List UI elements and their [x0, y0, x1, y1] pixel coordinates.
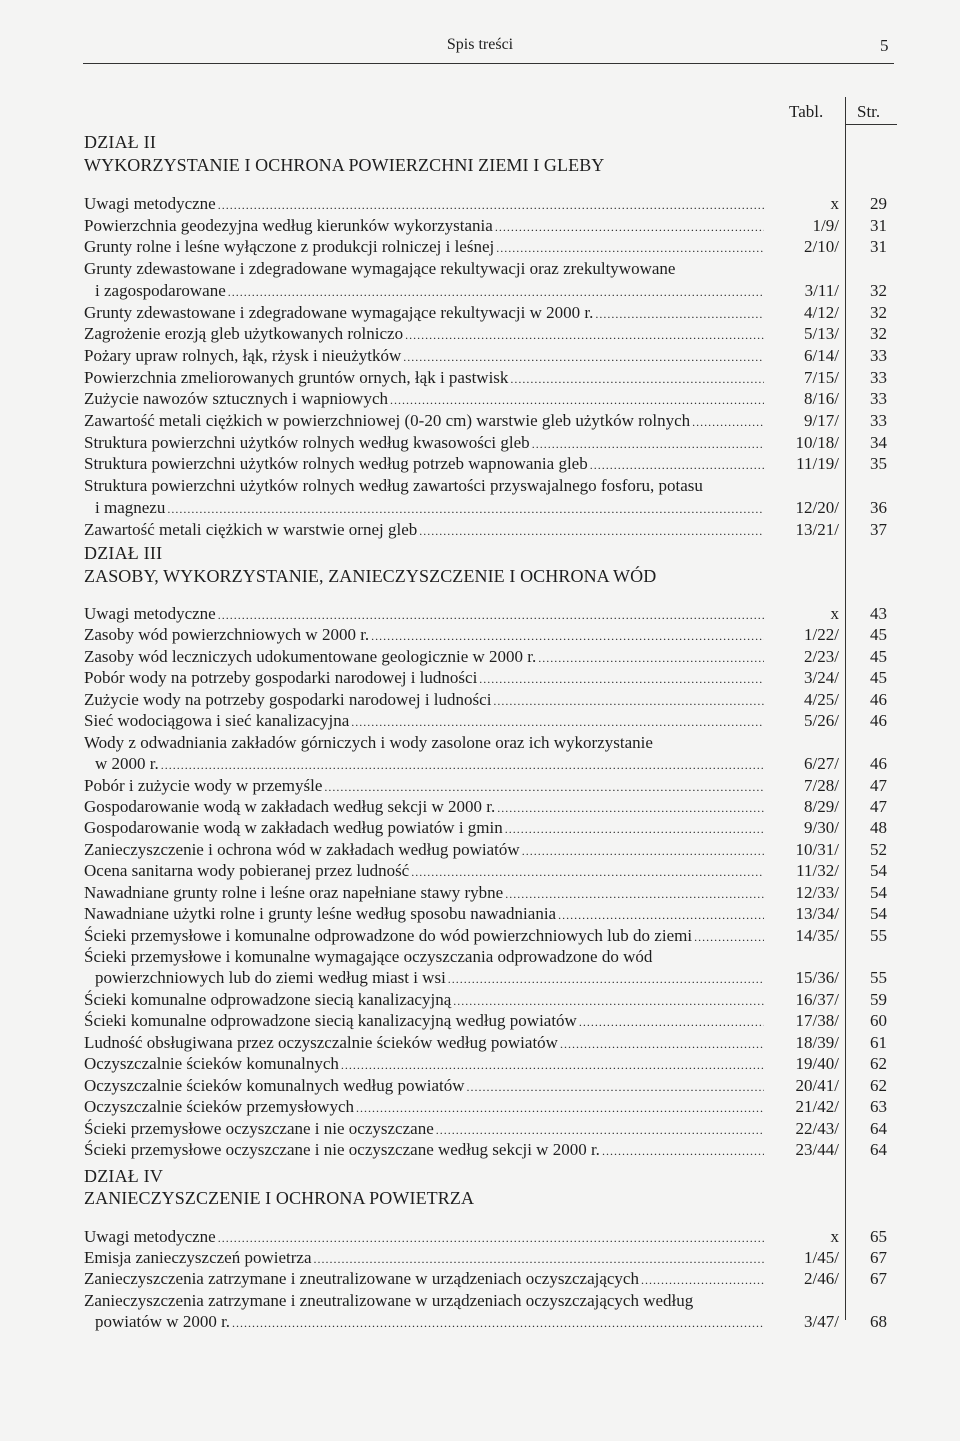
toc-entry[interactable] [0, 410, 960, 432]
table-number: 2/10/ [804, 237, 839, 257]
entry-leader [84, 410, 764, 433]
entry-title: Uwagi metodyczne [84, 1227, 216, 1246]
column-header-table: Tabl. [789, 102, 824, 121]
table-number: 10/18/ [795, 432, 839, 452]
entry-leader [84, 1118, 764, 1141]
entry-leader [84, 388, 764, 411]
entry-leader [84, 903, 764, 926]
table-number: 11/19/ [796, 454, 839, 474]
toc-entry[interactable] [0, 860, 960, 882]
entry-leader [84, 882, 764, 905]
entry-title: Pobór wody na potrzeby gospodarki narodowej i ludności [84, 668, 478, 688]
entry-leader [84, 817, 764, 840]
table-number: 6/14/ [804, 345, 839, 365]
entry-leader [84, 860, 764, 883]
entry-title: w 2000 r. [95, 754, 159, 774]
page-ref: 33 [870, 411, 887, 430]
page-ref: 32 [870, 324, 887, 344]
entry-title: Gospodarowanie wodą w zakładach według sekcji w 2000 r. [84, 796, 496, 816]
toc-entry[interactable] [0, 796, 960, 818]
toc-entry[interactable] [0, 775, 960, 797]
entry-leader [84, 710, 764, 733]
page-ref: 45 [870, 646, 887, 666]
entry-leader [84, 839, 764, 862]
dot-leader [313, 1248, 764, 1270]
dot-leader [510, 368, 764, 390]
page-ref: 59 [870, 989, 887, 1009]
entry-title: Powierzchnia geodezyjna według kierunków wykorzystania [84, 215, 493, 235]
dot-leader [532, 433, 764, 455]
entry-title: Oczyszczalnie ścieków przemysłowych [84, 1097, 354, 1117]
table-number: 6/27/ [804, 754, 839, 774]
toc-entry[interactable] [0, 388, 960, 410]
table-number: 11/32/ [796, 861, 839, 881]
page-ref: 29 [870, 194, 887, 213]
toc-entry[interactable] [0, 1311, 960, 1333]
page-ref: 65 [870, 1227, 887, 1246]
page-ref: 32 [870, 280, 887, 300]
entry-title: powierzchniowych lub do ziemi według miast i wsi [95, 968, 446, 988]
entry-leader [84, 646, 764, 669]
table-number: 4/25/ [804, 689, 839, 709]
entry-title: Struktura powierzchni użytków rolnych według potrzeb wapnowania gleb [84, 454, 588, 474]
table-number: 4/12/ [804, 302, 839, 322]
toc-entry[interactable] [0, 753, 960, 775]
toc-entry[interactable] [0, 1268, 960, 1290]
table-number: 12/33/ [795, 882, 839, 902]
entry-leader [95, 967, 764, 990]
section-title: ZANIECZYSZCZENIE I OCHRONA POWIETRZA [84, 1188, 475, 1208]
entry-leader [84, 1226, 764, 1249]
entry-leader [95, 1311, 764, 1334]
toc-entry[interactable] [0, 519, 960, 541]
entry-leader [84, 367, 764, 390]
entry-leader [84, 925, 764, 948]
dot-leader [356, 1097, 764, 1119]
dot-leader [324, 776, 764, 798]
entry-title: powiatów w 2000 r. [95, 1311, 231, 1331]
toc-entry[interactable] [0, 1075, 960, 1097]
entry-title: Ścieki przemysłowe i komunalne odprowadzone do wód powierzchniowych lub do ziemi [84, 925, 693, 945]
page-ref: 33 [870, 389, 887, 409]
dot-leader [390, 389, 764, 411]
page-ref: 43 [870, 604, 887, 623]
page-ref: 64 [870, 1118, 887, 1138]
entry-title: Ocena sanitarna wody pobieranej przez ludność [84, 861, 410, 881]
table-number: 13/34/ [795, 904, 839, 924]
column-header-page: Str. [857, 102, 881, 121]
dot-leader [590, 454, 764, 476]
page-ref: 45 [870, 625, 887, 645]
table-number: 2/23/ [804, 646, 839, 666]
page-ref: 35 [870, 454, 887, 474]
entry-leader [84, 1053, 764, 1076]
entry-leader [84, 1139, 764, 1162]
table-number: 8/29/ [804, 796, 839, 816]
dot-leader [351, 711, 764, 733]
toc-entry[interactable] [0, 280, 960, 302]
entry-title: Gospodarowanie wodą w zakładach według powiatów i gmin [84, 818, 503, 838]
toc-entry[interactable] [0, 903, 960, 925]
table-number: 17/38/ [795, 1011, 839, 1031]
dot-leader [694, 926, 764, 948]
toc-entry[interactable] [0, 710, 960, 732]
entry-leader [84, 1096, 764, 1119]
header-divider [83, 63, 894, 64]
table-number: 19/40/ [795, 1054, 839, 1074]
entry-title-line: Zanieczyszczenia zatrzymane i zneutralizowane w urządzeniach oczyszczających według [84, 1290, 694, 1310]
toc-entry[interactable] [0, 1226, 960, 1248]
entry-title: Ścieki przemysłowe oczyszczane i nie oczyszczane według sekcji w 2000 r. [84, 1140, 600, 1159]
page-ref: 34 [870, 432, 887, 452]
dot-leader [579, 1011, 764, 1033]
table-number: 12/20/ [795, 497, 839, 517]
dot-leader [495, 216, 764, 238]
entry-title: Zużycie nawozów sztucznych i wapniowych [84, 389, 388, 409]
page-ref: 55 [870, 968, 887, 988]
entry-title: Zanieczyszczenia zatrzymane i zneutralizowane w urządzeniach oczyszczających [84, 1269, 639, 1289]
table-number: 3/11/ [804, 280, 839, 300]
toc-entry[interactable] [0, 1096, 960, 1118]
dot-leader [371, 625, 764, 647]
dot-leader [602, 1140, 764, 1162]
page-ref: 47 [870, 775, 887, 795]
dot-leader [436, 1119, 764, 1141]
dot-leader [467, 1076, 765, 1098]
entry-leader [84, 1268, 764, 1291]
entry-leader [84, 1075, 764, 1098]
page-ref: 64 [870, 1140, 887, 1159]
entry-leader [84, 1010, 764, 1033]
toc-entry[interactable] [0, 1053, 960, 1075]
page-ref: 31 [870, 237, 887, 257]
table-number: 1/22/ [804, 625, 839, 645]
table-number: 1/9/ [812, 215, 839, 235]
page-ref: 54 [870, 861, 887, 881]
entry-title: Struktura powierzchni użytków rolnych według kwasowości gleb [84, 432, 530, 452]
toc-entry[interactable] [0, 839, 960, 861]
toc-entry[interactable] [0, 1247, 960, 1269]
table-number: 10/31/ [795, 839, 839, 859]
toc-entry[interactable] [0, 497, 960, 519]
table-number: 20/41/ [795, 1075, 839, 1095]
toc-entry[interactable] [0, 367, 960, 389]
table-number: x [830, 194, 839, 213]
dot-leader [522, 840, 764, 862]
dot-leader [505, 883, 764, 905]
page-ref: 52 [870, 839, 887, 859]
section-label: DZIAŁ II [84, 132, 157, 152]
page-ref: 33 [870, 367, 887, 387]
toc-entry[interactable] [0, 967, 960, 989]
dot-leader [497, 797, 764, 819]
page-ref: 36 [870, 497, 887, 517]
table-number: 23/44/ [795, 1140, 839, 1159]
page-ref: 61 [870, 1032, 887, 1052]
dot-leader [505, 818, 764, 840]
entry-title: Zasoby wód powierzchniowych w 2000 r. [84, 625, 370, 645]
entry-title: Zawartość metali ciężkich w warstwie ornej gleb [84, 519, 418, 539]
table-number: 1/45/ [804, 1248, 839, 1268]
entry-leader [84, 603, 764, 626]
table-number: x [830, 1227, 839, 1246]
entry-title: Ludność obsługiwana przez oczyszczalnie ścieków według powiatów [84, 1032, 558, 1052]
dot-leader [479, 668, 764, 690]
dot-leader [403, 346, 764, 368]
dot-leader [558, 904, 764, 926]
table-number: 13/21/ [795, 519, 839, 539]
toc-entry[interactable] [0, 323, 960, 345]
dot-leader [419, 520, 764, 542]
toc-entry[interactable] [0, 1010, 960, 1032]
dot-leader [161, 754, 764, 776]
page-ref: 55 [870, 925, 887, 945]
toc-entry[interactable] [0, 882, 960, 904]
table-number: 21/42/ [795, 1097, 839, 1117]
entry-leader [84, 323, 764, 346]
table-number: 9/30/ [804, 818, 839, 838]
entry-leader [84, 193, 764, 216]
dot-leader [218, 604, 764, 626]
page-ref: 45 [870, 668, 887, 688]
table-number: 9/17/ [804, 411, 839, 430]
table-number: x [830, 604, 839, 623]
entry-leader [84, 689, 764, 712]
entry-title: i magnezu [95, 497, 166, 517]
entry-leader [84, 432, 764, 455]
entry-title: Oczyszczalnie ścieków komunalnych według powiatów [84, 1075, 465, 1095]
page-ref: 63 [870, 1097, 887, 1117]
dot-leader [692, 411, 764, 433]
page-ref: 46 [870, 689, 887, 709]
entry-title: Sieć wodociągowa i sieć kanalizacyjna [84, 711, 350, 731]
entry-title: Grunty zdewastowane i zdegradowane wymagające rekultywacji w 2000 r. [84, 302, 594, 322]
entry-leader [95, 753, 764, 776]
entry-title: Powierzchnia zmeliorowanych gruntów ornych, łąk i pastwisk [84, 367, 509, 387]
page-ref: 54 [870, 882, 887, 902]
entry-title: Grunty rolne i leśne wyłączone z produkcji rolniczej i leśnej [84, 237, 495, 257]
toc-entry[interactable] [0, 215, 960, 237]
dot-leader [453, 990, 764, 1012]
toc-entry[interactable] [0, 817, 960, 839]
page-number: 5 [880, 36, 889, 55]
section-title: ZASOBY, WYKORZYSTANIE, ZANIECZYSZCZENIE I OCHRONA WÓD [84, 566, 657, 586]
entry-leader [84, 236, 764, 259]
entry-leader [84, 667, 764, 690]
entry-leader [84, 624, 764, 647]
table-number: 7/15/ [804, 367, 839, 387]
dot-leader [218, 194, 764, 216]
table-number: 22/43/ [795, 1118, 839, 1138]
entry-title: Zagrożenie erozją gleb użytkowanych rolniczo [84, 324, 404, 344]
entry-title: Emisja zanieczyszczeń powietrza [84, 1248, 312, 1268]
entry-leader [95, 497, 764, 520]
page-ref: 67 [870, 1248, 887, 1268]
page-ref: 68 [870, 1311, 887, 1331]
toc-entry[interactable] [0, 646, 960, 668]
table-number: 7/28/ [804, 775, 839, 795]
page-ref: 37 [870, 519, 887, 539]
entry-leader [84, 453, 764, 476]
toc-entry[interactable] [0, 925, 960, 947]
entry-title: Zasoby wód leczniczych udokumentowane geologicznie w 2000 r. [84, 646, 537, 666]
entry-title: i zagospodarowane [95, 280, 226, 300]
entry-title: Uwagi metodyczne [84, 194, 216, 213]
table-number: 16/37/ [795, 989, 839, 1009]
page-ref: 48 [870, 818, 887, 838]
toc-entry[interactable] [0, 689, 960, 711]
dot-leader [405, 324, 764, 346]
toc-entry[interactable] [0, 432, 960, 454]
page-ref: 33 [870, 345, 887, 365]
entry-title: Ścieki komunalne odprowadzone siecią kanalizacyjną [84, 989, 452, 1009]
entry-title: Pobór i zużycie wody w przemyśle [84, 775, 323, 795]
section-label: DZIAŁ IV [84, 1166, 164, 1186]
section-title: WYKORZYSTANIE I OCHRONA POWIERZCHNI ZIEMI I GLEBY [84, 155, 605, 175]
entry-leader [84, 1032, 764, 1055]
entry-title-line: Ścieki przemysłowe i komunalne wymagające oczyszczania odprowadzone do wód [84, 947, 653, 967]
entry-title-line: Wody z odwadniania zakładów górniczych i wody zasolone oraz ich wykorzystanie [84, 732, 653, 752]
toc-entry[interactable] [0, 603, 960, 625]
entry-leader [84, 215, 764, 238]
page-ref: 47 [870, 796, 887, 816]
toc-entry[interactable] [0, 1032, 960, 1054]
dot-leader [493, 690, 764, 712]
entry-title: Ścieki komunalne odprowadzone siecią kanalizacyjną według powiatów [84, 1011, 577, 1031]
table-number: 5/26/ [804, 711, 839, 731]
entry-title: Zawartość metali ciężkich w powierzchniowej (0-20 cm) warstwie gleb użytków rolnych [84, 411, 691, 430]
toc-entry[interactable] [0, 453, 960, 475]
dot-leader [560, 1033, 764, 1055]
page-ref: 32 [870, 302, 887, 322]
dot-leader [538, 647, 764, 669]
table-number: 3/24/ [804, 668, 839, 688]
toc-entry[interactable] [0, 624, 960, 646]
entry-leader [95, 280, 764, 303]
dot-leader [496, 237, 764, 259]
page-ref: 54 [870, 904, 887, 924]
entry-title: Zanieczyszczenie i ochrona wód w zakładach według powiatów [84, 839, 520, 859]
entry-leader [84, 989, 764, 1012]
dot-leader [232, 1312, 764, 1334]
toc-entry[interactable] [0, 1118, 960, 1140]
toc-entry[interactable] [0, 667, 960, 689]
column-header-underline [845, 124, 897, 125]
entry-title-line: Struktura powierzchni użytków rolnych według zawartości przyswajalnego fosforu, potasu [84, 476, 703, 496]
entry-title: Uwagi metodyczne [84, 604, 216, 623]
running-title: Spis treści [446, 36, 514, 53]
page-ref: 67 [870, 1269, 887, 1289]
dot-leader [595, 303, 764, 325]
table-number: 8/16/ [804, 389, 839, 409]
toc-entry[interactable] [0, 989, 960, 1011]
entry-title: Nawadniane użytki rolne i grunty leśne według sposobu nawadniania [84, 904, 557, 924]
entry-leader [84, 345, 764, 368]
page-ref: 46 [870, 754, 887, 774]
table-number: 15/36/ [795, 968, 839, 988]
entry-leader [84, 519, 764, 542]
entry-title: Zużycie wody na potrzeby gospodarki narodowej i ludności [84, 689, 492, 709]
entry-leader [84, 302, 764, 325]
section-label: DZIAŁ III [84, 543, 163, 563]
entry-title: Oczyszczalnie ścieków komunalnych [84, 1054, 339, 1074]
page-ref: 31 [870, 215, 887, 235]
toc-entry[interactable] [0, 236, 960, 258]
dot-leader [341, 1054, 764, 1076]
table-number: 18/39/ [795, 1032, 839, 1052]
entry-leader [84, 775, 764, 798]
page-ref: 62 [870, 1075, 887, 1095]
entry-title-line: Grunty zdewastowane i zdegradowane wymagające rekultywacji oraz zrekultywowane [84, 259, 676, 279]
entry-title: Ścieki przemysłowe oczyszczane i nie oczyszczane [84, 1118, 434, 1138]
table-number: 2/46/ [804, 1269, 839, 1289]
toc-entry[interactable] [0, 302, 960, 324]
dot-leader [228, 281, 764, 303]
toc-entry[interactable] [0, 193, 960, 215]
page-ref: 46 [870, 711, 887, 731]
dot-leader [167, 498, 764, 520]
entry-title: Nawadniane grunty rolne i leśne oraz napełniane stawy rybne [84, 882, 504, 902]
table-number: 14/35/ [795, 925, 839, 945]
dot-leader [641, 1269, 764, 1291]
table-number: 5/13/ [804, 324, 839, 344]
dot-leader [411, 861, 764, 883]
table-number: 3/47/ [804, 1311, 839, 1331]
dot-leader [218, 1227, 764, 1249]
dot-leader [448, 968, 764, 990]
toc-entry[interactable] [0, 345, 960, 367]
entry-title: Pożary upraw rolnych, łąk, rżysk i nieużytków [84, 345, 402, 365]
entry-leader [84, 1247, 764, 1270]
entry-leader [84, 796, 764, 819]
page-ref: 60 [870, 1011, 887, 1031]
toc-entry[interactable] [0, 1139, 960, 1161]
page-ref: 62 [870, 1054, 887, 1074]
